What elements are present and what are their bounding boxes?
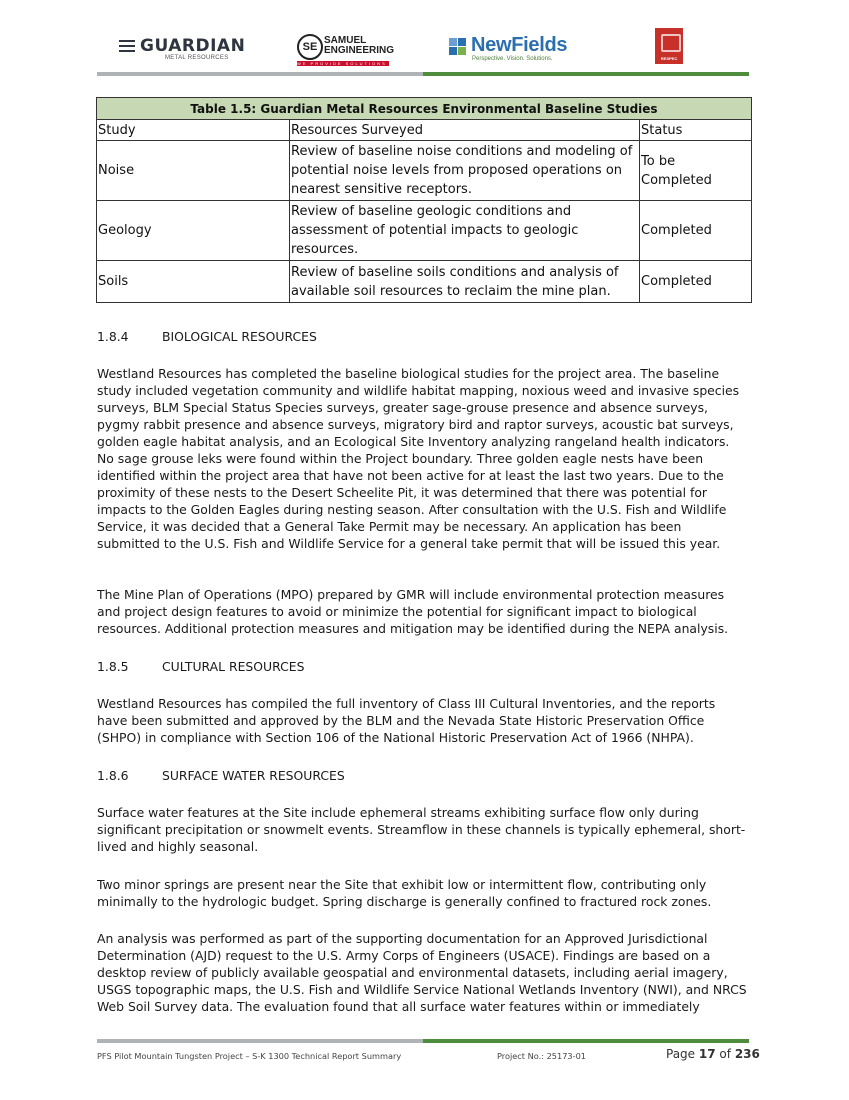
footer-report-title: PFS Pilot Mountain Tungsten Project – S-K 1300 Technical Report Summary <box>97 1051 402 1061</box>
table-cell-resources: Review of baseline soils conditions and analysis of available soil resources to reclaim the mine plan. <box>290 261 640 303</box>
respec-mark-icon <box>661 34 681 52</box>
table-cell-status: Completed <box>640 261 752 303</box>
newfields-logo-name: NewFields <box>471 34 568 56</box>
footer-page-number <box>666 1047 760 1061</box>
paragraph-text: The Mine Plan of Operations (MPO) prepared by GMR will include environmental protection measures and project design features to avoid or minimize the potential for significant impact to biological resources. Additional protection measures and mitigation may be identified during the NEPA analysis. <box>97 587 729 636</box>
table-row <box>97 201 752 261</box>
page-current: 17 <box>698 1047 716 1061</box>
section-heading-surface-water <box>97 768 345 783</box>
paragraph-text: Westland Resources has completed the baseline biological studies for the project area. The baseline study included vegetation community and wildlife habitat mapping, noxious weed and invasive species surveys, BLM Special Status Species surveys, greater sage-grouse presence and absence surveys, pygmy rabbit presence and absence surveys, migratory bird and raptor surveys, acoustic bat surveys, golden eagle habitat analysis, and an Ecological Site Inventory analyzing rangeland health indicators. No sage grouse leks were found within the Project boundary. Three golden eagle nests have been identified within the project area that have not been active for at least the last two years. Due to the proximity of these nests to the Desert Scheelite Pit, it was determined that there was potential for impacts to the Golden Eagles during nesting season. After consultation with the U.S. Fish and Wildlife Service, it was decided that a General Take Permit may be necessary. An application has been submitted to the U.S. Fish and Wildlife Service for a general take permit that will be issued this year. <box>97 366 740 551</box>
table-cell-study: Soils <box>97 261 290 303</box>
table-cell-resources: Review of baseline geologic conditions and assessment of potential impacts to geologic resources. <box>290 201 640 261</box>
paragraph-text: An analysis was performed as part of the supporting documentation for an Approved Jurisdictional Determination (AJD) request to the U.S. Army Corps of Engineers (USACE). Findings are based on a desktop review of publicly available geospatial and environmental datasets, including aerial imagery, USGS topographic maps, the U.S. Fish and Wildlife Service National Wetlands Inventory (NWI), and NRCS Web Soil Survey data. The evaluation found that all surface water features within or immediately <box>97 931 747 1014</box>
footer-rule <box>97 1039 749 1043</box>
table-cell-study: Noise <box>97 141 290 201</box>
samuel-logo-line1: SAMUEL <box>324 35 367 46</box>
respec-logo <box>655 28 683 64</box>
paragraph-water-3 <box>97 930 747 1015</box>
baseline-studies-table <box>96 97 752 303</box>
table-header-status: Status <box>640 120 752 141</box>
paragraph-text: Westland Resources has compiled the full inventory of Class III Cultural Inventories, and the reports have been submitted and approved by the BLM and the Nevada State Historic Preservation Office (SHPO) in compliance with Section 106 of the National Historic Preservation Act of 1966 (NHPA). <box>97 696 716 745</box>
page-label: Page <box>666 1047 696 1061</box>
samuel-engineering-logo <box>297 34 397 74</box>
section-title: CULTURAL RESOURCES <box>162 659 305 674</box>
footer-project-number: Project No.: 25173-01 <box>497 1051 586 1061</box>
table-row <box>97 261 752 303</box>
section-heading-biological <box>97 329 317 344</box>
paragraph-water-2 <box>97 876 747 910</box>
paragraph-cultural-1 <box>97 695 747 746</box>
paragraph-biological-2 <box>97 586 747 637</box>
page-total: 236 <box>734 1047 760 1061</box>
header-rule <box>97 72 749 76</box>
paragraph-text: Surface water features at the Site include ephemeral streams exhibiting surface flow only during significant precipitation or snowmelt events. Streamflow in these channels is typically ephemeral, short-lived and highly seasonal. <box>97 805 746 854</box>
section-title: BIOLOGICAL RESOURCES <box>162 329 317 344</box>
respec-logo-name: RESPEC <box>660 56 678 61</box>
guardian-logo-name: GUARDIAN <box>140 36 246 56</box>
table-row <box>97 141 752 201</box>
samuel-logo-line2: ENGINEERING <box>324 45 395 56</box>
samuel-logo-mark: SE <box>297 34 323 60</box>
newfields-logo-sub: Perspective. Vision. Solutions. <box>472 56 553 62</box>
table-header-study: Study <box>97 120 290 141</box>
table-cell-resources: Review of baseline noise conditions and modeling of potential noise levels from proposed operations on nearest sensitive receptors. <box>290 141 640 201</box>
samuel-logo-tagline: WE PROVIDE SOLUTIONS <box>297 61 389 66</box>
paragraph-biological-1 <box>97 365 747 552</box>
section-number: 1.8.4 <box>97 329 129 344</box>
section-title: SURFACE WATER RESOURCES <box>162 768 345 783</box>
page-of-label: of <box>719 1047 731 1061</box>
table-cell-status: To be Completed <box>640 141 752 201</box>
section-heading-cultural <box>97 659 304 674</box>
table-header-resources: Resources Surveyed <box>290 120 640 141</box>
newfields-squares-icon <box>449 38 467 56</box>
guardian-logo <box>119 36 245 76</box>
table-cell-status: Completed <box>640 201 752 261</box>
section-number: 1.8.5 <box>97 659 129 674</box>
paragraph-text: Two minor springs are present near the Site that exhibit low or intermittent flow, contributing only minimally to the hydrologic budget. Spring discharge is generally confined to fractured rock zones. <box>97 877 712 909</box>
guardian-lines-icon <box>119 40 135 52</box>
guardian-logo-sub: METAL RESOURCES <box>165 55 229 61</box>
section-number: 1.8.6 <box>97 768 129 783</box>
table-caption: Table 1.5: Guardian Metal Resources Environmental Baseline Studies <box>97 98 752 120</box>
table-header-row <box>97 120 752 141</box>
table-cell-study: Geology <box>97 201 290 261</box>
page-header <box>97 26 749 70</box>
paragraph-water-1 <box>97 804 747 855</box>
